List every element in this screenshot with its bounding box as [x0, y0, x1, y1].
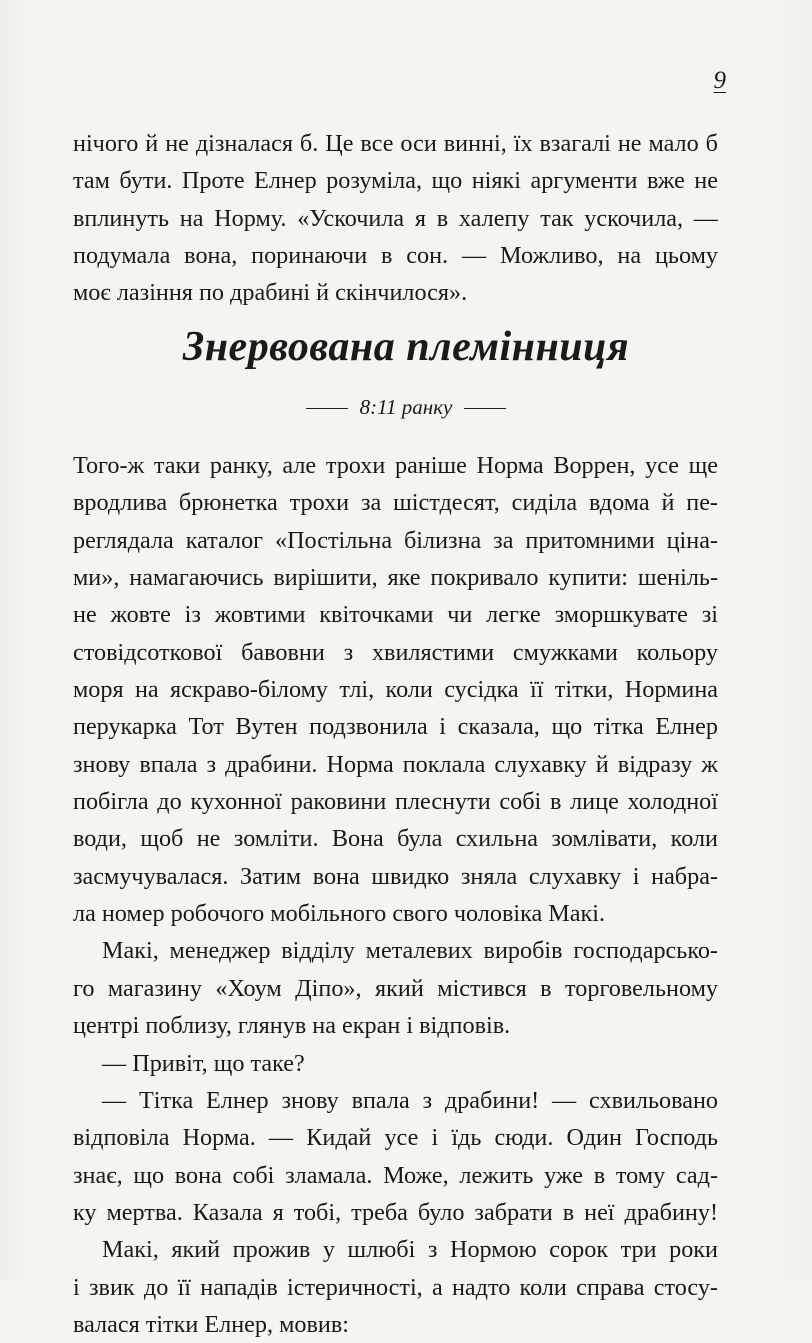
text-line: реглядала каталог «Постільна білизна за притомними ціна-	[73, 526, 718, 554]
text-line: знову впала з драбини. Норма поклала слухавку й відразу ж	[73, 750, 718, 778]
text-line: вплинуть на Норму. «Ускочила я в халепу так ускочила, —	[73, 204, 718, 232]
text-line: Того-ж таки ранку, але трохи раніше Норма Воррен, усе ще	[73, 452, 718, 479]
text-line: відповіла Норма. — Кидай усе і їдь сюди. Один Господь	[73, 1124, 718, 1152]
text-line: там бути. Проте Елнер розуміла, що ніякі аргументи вже не	[73, 167, 718, 195]
text-line: центрі поблизу, глянув на екран і відповів.	[73, 1012, 511, 1040]
left-rule	[306, 408, 348, 409]
text-line: го магазину «Хоум Діпо», який містився в торговельному	[73, 974, 718, 1002]
text-line: і звик до її нападів істеричності, а надто коли справа стосу-	[73, 1273, 718, 1301]
text-line: стовідсоткової бавовни з хвилястими смужками кольору	[73, 638, 718, 666]
section-time-text: 8:11 ранку	[359, 395, 453, 419]
text-line: побігла до кухонної раковини плеснути собі в лице холодної	[73, 788, 718, 816]
page-number: 9	[713, 67, 726, 94]
text-line: — Привіт, що таке?	[102, 1049, 305, 1077]
section-time	[0, 397, 812, 418]
text-line: нічого й не дізналася б. Це все оси винні, їх взагалі не мало б	[73, 130, 718, 157]
body-text	[73, 447, 718, 1343]
right-rule	[464, 408, 506, 409]
text-line: ку мертва. Казала я тобі, треба було забрати в неї драбину!	[73, 1198, 718, 1226]
section-title: Знервована племінниця	[182, 324, 630, 370]
text-line: ла номер робочого мобільного свого чоловіка Макі.	[73, 900, 606, 928]
text-line: валася тітки Елнер, мовив:	[73, 1310, 349, 1338]
text-line: Макі, який прожив у шлюбі з Нормою сорок три роки	[102, 1236, 718, 1264]
text-line: знає, що вона собі зламала. Може, лежить уже в тому сад-	[73, 1161, 718, 1189]
text-line: моря на яскраво-білому тлі, коли сусідка її тітки, Нормина	[73, 676, 718, 704]
text-line: перукарка Тот Вутен подзвонила і сказала, що тітка Елнер	[73, 713, 718, 741]
text-line: не жовте із жовтими квіточками чи легке зморшкувате зі	[73, 601, 718, 629]
text-line: подумала вона, поринаючи в сон. — Можливо, на цьому	[73, 242, 718, 270]
text-line: води, щоб не зомліти. Вона була схильна зомлівати, коли	[73, 825, 718, 853]
text-line: — Тітка Елнер знову впала з драбини! — схвильовано	[102, 1086, 718, 1114]
text-line: Макі, менеджер відділу металевих виробів господарсько-	[102, 937, 718, 965]
text-line: ми», намагаючись вирішити, яке покривало купити: шеніль-	[73, 564, 718, 592]
text-line: моє лазіння по драбині й скінчилося».	[73, 279, 468, 307]
text-line: вродлива брюнетка трохи за шістдесят, сиділа вдома й пе-	[73, 489, 718, 517]
intro-paragraph	[73, 125, 718, 312]
text-line: засмучувалася. Затим вона швидко зняла слухавку і набра-	[73, 862, 718, 890]
